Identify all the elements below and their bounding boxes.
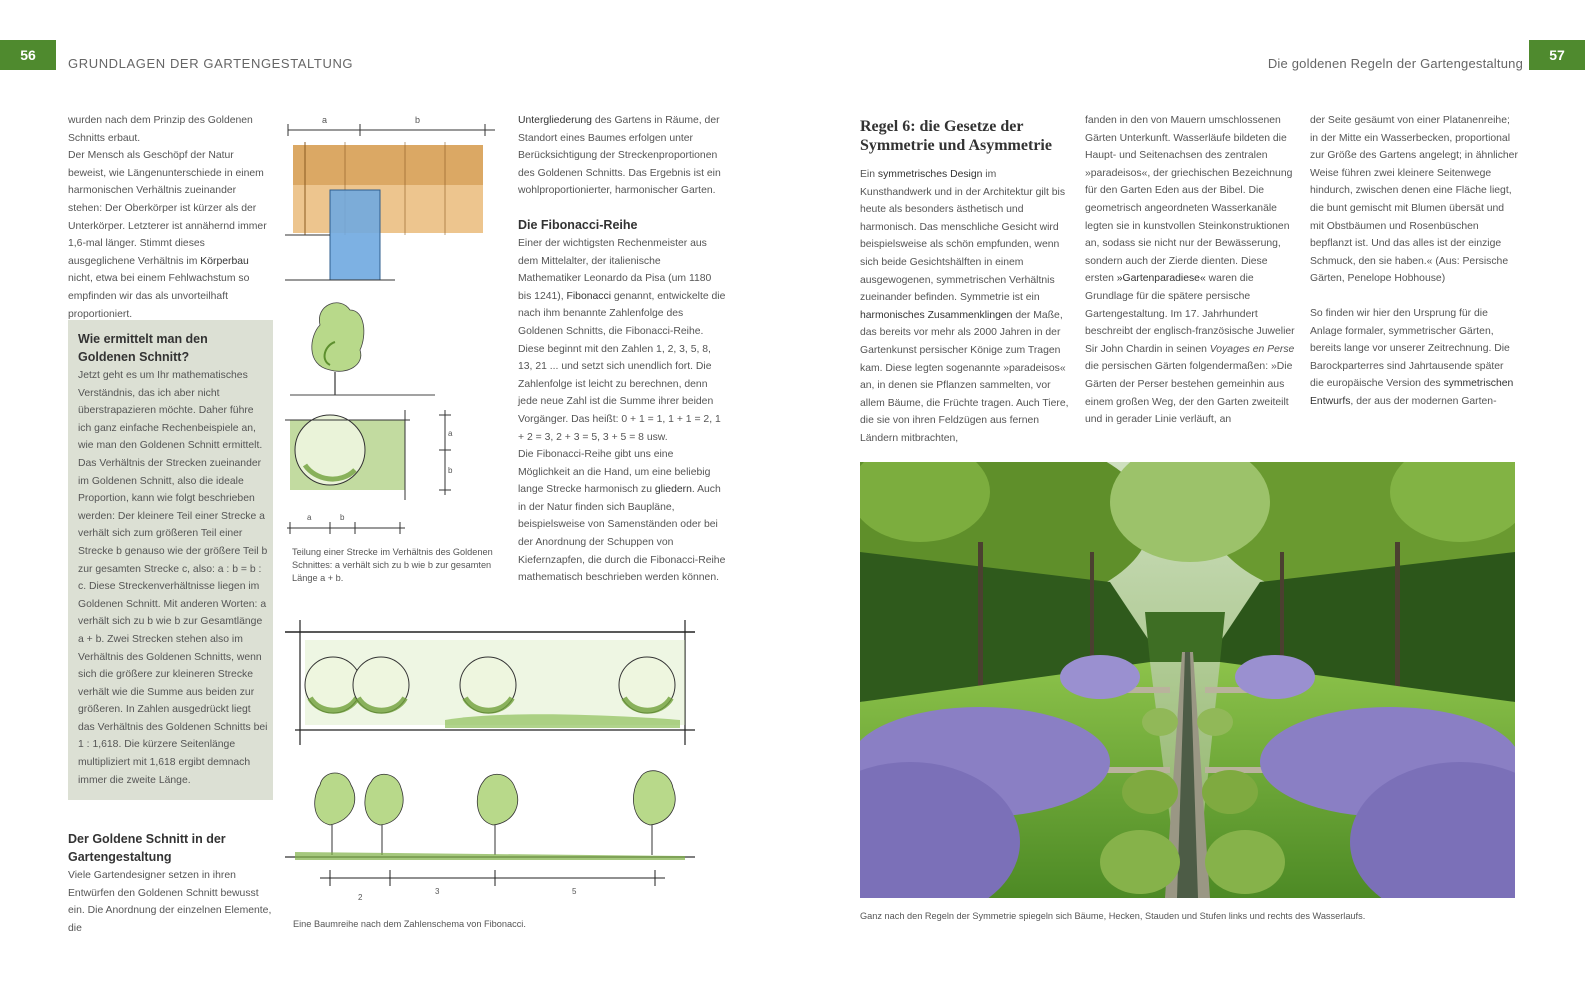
label-b-small: b <box>340 513 345 522</box>
label-5: 5 <box>572 887 577 896</box>
label-b-vertical: b <box>448 466 453 475</box>
box-text: Jetzt geht es um Ihr mathematisches Verständnis, das ich aber nicht überstrapazieren möchte. Daher führe ich ganz einfache Rechenbeispiele an, wie man den Goldenen Schnitt ermittelt. Das Verhältnis der Strecken zueinander im Goldenen Schnitt, also die ideale Proportion, kann wie folgt beschrieben werden: Der kleinere Teil einer Strecke a verhält sich zum größeren Teil einer Strecke b genauso wie der größere Teil b zur gesamten Strecke c, also: a : b = b : c. Diese Streckenverhältnisse liegen im Goldenen Schnitt. Mit anderen Worten: a verhält sich zu b wie b zur Gesamtlänge a + b. Zwei Strecken stehen also im Verhältnis des Goldenen Schnitts, wenn sich die größere zur kleineren Strecke verhält wie die Summe aus beiden zur größeren. In Zahlen ausgedrückt liegt das Verhältnis des Goldenen Schnitts bei 1 : 1,618. Die kürzere Seitenlänge multipliziert mit 1,618 ergibt demnach immer die zweite Länge. <box>78 370 268 786</box>
paragraph: Untergliederung des Gartens in Räume, der Standort eines Baumes erfolgen unter Berücksichtigung der Streckenproportionen des Goldenen Schnitts. Das Ergebnis ist ein wohlproportionierter, harmonischer Garten. <box>518 115 721 197</box>
paragraph: wurden nach dem Prinzip des Goldenen Schnitts erbaut. <box>68 115 253 144</box>
tree <box>315 773 355 855</box>
section-text: Viele Gartendesigner setzen in ihren Entwürfen den Goldenen Schnitt bewusst ein. Die Anordnung der einzelnen Elemente, die <box>68 870 272 934</box>
label-3: 3 <box>435 887 440 896</box>
right-column-1: Ein symmetrisches Design im Kunsthandwerk und in der Architektur gilt bis heute als besonders ästhetisch und harmonisch. Das menschliche Gesicht wird beispielsweise als schön empfunden, wenn sich beide Gesichtshälften in einem ausgewogenen, symmetrischen Verhältnis zueinander befinden. Symmetrie ist ein harmonisches Zusammenklingen der Maße, das bereits vor mehr als 2000 Jahren in der Gartenkunst persischer Könige zum Tragen kam. Diese legten sogenannte »paradeisos« an, in denen sie Pflanzen sammelten, vor allem Bäume, die Früchte tragen. Auch Tiere, die sie von ihren Feldzügen aus fernen Ländern mitbrachten, <box>860 169 1069 444</box>
tree <box>477 774 517 855</box>
rule-6-heading: Regel 6: die Gesetze der Symmetrie und Asymmetrie <box>860 118 1052 154</box>
right-column-2: fanden in den von Mauern umschlossenen Gärten Unterkunft. Wasserläufe bildeten die Haupt- und Seitenachsen des zentralen »paradeisos«, der griechischen Bezeichnung für den Garten Eden aus der Bibel. Die geometrisch angeordneten Wasserkanäle legten sie in kunstvollen Steinkonstruktionen an, sodass sie nicht nur der Bewässerung, sondern auch der Zierde dienten. Diese ersten »Gartenparadiese« waren die Grundlage für die spätere persische Gartengestaltung. Im 17. Jahrhundert beschreibt der englisch-französische Juwelier Sir John Chardin in seinen Voyages en Perse die persischen Gärten folgendermaßen: »Die Gärten der Perser bestehen gemeinhin aus einem großen Weg, der den Garten zweiteilt und in gerader Linie verläuft, an <box>1085 115 1295 426</box>
garden-photo <box>860 462 1515 898</box>
running-head-left: GRUNDLAGEN DER GARTENGESTALTUNG <box>68 56 354 71</box>
caption-tree-row: Eine Baumreihe nach dem Zahlenschema von Fibonacci. <box>293 919 526 929</box>
label-b: b <box>415 115 421 125</box>
left-column-3 <box>518 112 726 587</box>
label-a-small: a <box>307 513 312 522</box>
caption-golden-section: Teilung einer Strecke im Verhältnis des Goldenen Schnittes: a verhält sich zu b wie b zur gesamten Länge a + b. <box>292 547 493 583</box>
label-a-vertical: a <box>448 429 453 438</box>
section-golden-ratio-garden <box>68 830 273 937</box>
paragraph: So finden wir hier den Ursprung für die Anlage formaler, symmetrischer Gärten, bereits lange vor unserer Zeitrechnung. Die Barockparterres sind Jahrtausende später die europäische Version des symmetrischen Entwurfs, der aus der modernen Garten- <box>1310 307 1514 407</box>
box-heading: Wie ermittelt man den Goldenen Schnitt? <box>78 332 208 364</box>
paragraph: Die Fibonacci-Reihe gibt uns eine Möglichkeit an die Hand, um eine beliebig lange Strecke harmonisch zu gliedern. Auch in der Natur finden sich Baupläne, beispielsweise von Samenständen oder bei der Anordnung der Schuppen von Kiefernzapfen, die durch die Fibonacci-Reihe mathematisch beschrieben werden können. <box>518 449 726 584</box>
fibonacci-tree-row-sketch <box>285 620 720 910</box>
label-a: a <box>322 115 328 125</box>
right-column-3 <box>1310 112 1520 411</box>
tree <box>633 771 675 855</box>
page-number-left: 56 <box>0 40 56 70</box>
label-2: 2 <box>358 893 363 902</box>
page-number-right: 57 <box>1529 40 1585 70</box>
running-head-right: Die goldenen Regeln der Gartengestaltung <box>1267 56 1523 71</box>
tree <box>365 774 403 855</box>
fibonacci-heading: Die Fibonacci-Reihe <box>518 217 638 232</box>
photo-caption: Ganz nach den Regeln der Symmetrie spiegeln sich Bäume, Hecken, Stauden und Stufen links und rechts des Wasserlaufs. <box>860 911 1366 921</box>
paragraph: Einer der wichtigsten Rechenmeister aus dem Mittelalter, der italienische Mathematiker Leonardo da Pisa (um 1180 bis 1241), Fibonacci genannt, entwickelte die nach ihm benannte Zahlenfolge des Goldenen Schnitts, die Fibonacci-Reihe. Diese beginnt mit den Zahlen 1, 2, 3, 5, 8, 13, 21 ... und setzt sich unendlich fort. Die Zahlenfolge ist leicht zu berechnen, denn jede neue Zahl ist die Summe ihrer beiden Vorgänger. Das heißt: 0 + 1 = 1, 1 + 1 = 2, 1 + 2 = 3, 2 + 3 = 5, 3 + 5 = 8 usw. <box>518 237 726 443</box>
paragraph: Der Mensch als Geschöpf der Natur beweist, wie Längenunterschiede in einem harmonischen Verhältnis zueinander stehen: Der Oberkörper ist kürzer als der Unterkörper. Letzterer ist annähernd immer 1,6-mal länger. Stimmt dieses ausgeglichene Verhältnis im Körperbau nicht, etwa bei einem Fehlwachstum so empfinden wir das als unvorteilhaft proportioniert. <box>68 150 267 320</box>
left-column-1 <box>68 112 273 323</box>
section-heading: Der Goldene Schnitt in der Gartengestaltung <box>68 832 226 864</box>
info-box <box>68 320 273 800</box>
paragraph: der Seite gesäumt von einer Platanenreihe; in der Mitte ein Wasserbecken, proportional zur Größe des Gartens angelegt; in ähnlicher Weise führen zwei kleinere Seitenwege hindurch, zwischen denen eine Fläche liegt, die bunt gemischt mit Blumen übersät und mit Obstbäumen und Rosenbüschen bepflanzt ist. Und das alles ist der einzige Schmuck, den sie haben.« (Aus: Persische Gärten, Penelope Hobhouse) <box>1310 115 1518 285</box>
golden-section-sketch <box>285 110 500 540</box>
